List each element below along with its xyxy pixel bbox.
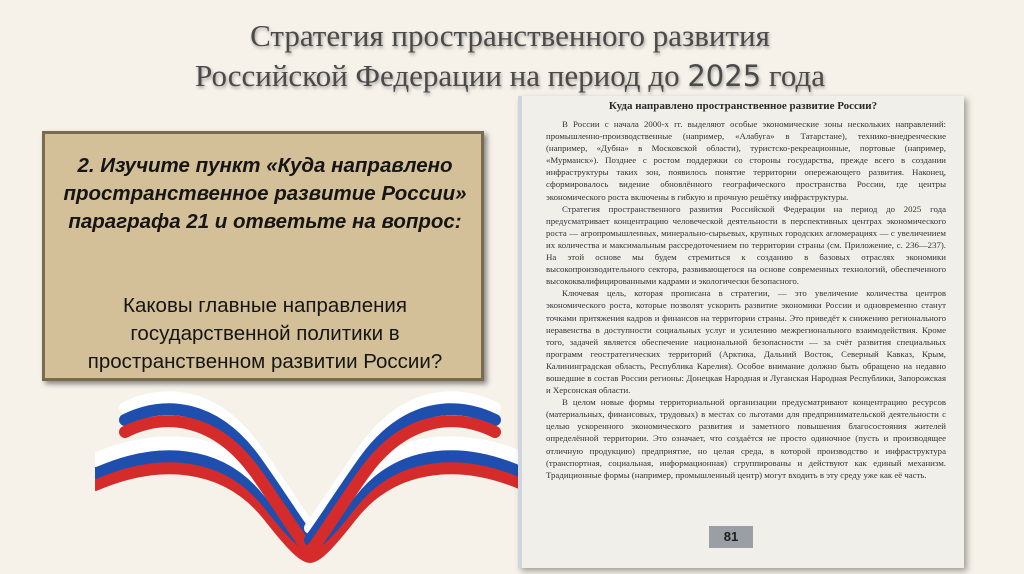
task-card xyxy=(42,131,484,381)
textbook-paragraph: Ключевая цель, которая прописана в стратегии, — это увеличение количества центров экономического роста, которые позволят ускорить развитие экономики России и одновременно станут точками притяжения кадров и финансов на территории страны. Это приведёт к снижению регионального неравенства в доступности социальных услуг и усилению межрегионального взаимодействия. Кроме того, задачей является обеспечение национальной безопасности — за счёт развития специальных программ геостратегических территорий (Арктика, Дальний Восток, Северный Кавказ, Крым, Калининградская область, Республика Карелия). Особое внимание должно быть обращено на недавно вошедшие в состав России регионы: Донецкая Народная и Луганская Народная Республики, Запорожская и Херсонская области. xyxy=(546,288,946,396)
task-question: 2. Изучите пункт «Куда направлено пространственное развитие России» параграфа 21 и ответьте на вопрос: xyxy=(63,154,467,233)
textbook-paragraph: Стратегия пространственного развития Российской Федерации на период до 2025 года предусматривает концентрацию человеческой деятельности в перспективных центрах экономического роста — агропромышленных, минерально-сырьевых, крупных городских агломерациях — с увеличением их количества и максимальным рассредоточением по территории страны (см. Приложение, с. 236—237). На этой основе мы будем стремиться к созданию в базовых отраслях экономики высокопроизводительного сектора, развивающегося на основе современных технологий, обеспеченного высококвалифицированными кадрами и экологически безопасного. xyxy=(546,203,946,287)
textbook-paragraph: В России с начала 2000-х гг. выделяют особые экономические зоны нескольких направлений: промышленно-производственные (например, «Алабуга» в Татарстане), технико-внедренческие (например, «Дубна» в Московской области), туристско-рекреационные, портовые (например, «Мурманск»). Позднее с ростом поддержки со стороны государства, прежде всего в создании инфраструктуры таких зон, появилось понятие территории опережающего развития. Наконец, сформировалось видение обновлённого географического пространства России, где центры экономического роста включены в гибкую и прочную решётку инфраструктуры. xyxy=(546,119,946,202)
title-line-1: Стратегия пространственного развития xyxy=(250,18,770,53)
title-line-2-suffix: года xyxy=(761,58,826,93)
task-prompt: Каковы главные направления государственной политики в пространственном развитии России? xyxy=(87,294,443,373)
title-line-2-prefix: Российской Федерации на период до xyxy=(194,58,688,93)
page-number: 81 xyxy=(709,526,753,548)
textbook-page xyxy=(518,96,964,568)
textbook-paragraph: В целом новые формы территориальной организации предусматривают концентрацию ресурсов (материальных, финансовых, трудовых) в местах со льготами для предпринимательской деятельности с целью ускоренного экономического развития и заметного повышения благосостояния жителей определённой территории. Это означает, что создаётся не просто одиночное (пусть и производящее отличную продукцию) предприятие, но целая среда, в которой производство и инфраструктура (транспортная, социальная, информационная) сгруппированы и действуют как единый механизм. Традиционные формы (например, промышленный центр) могут входить в эту среду уже как её часть. xyxy=(546,397,946,480)
textbook-heading: Куда направлено пространственное развитие России? xyxy=(608,100,878,112)
textbook-body xyxy=(546,118,946,481)
slide-title xyxy=(150,16,870,96)
title-year: 2025 xyxy=(687,59,762,93)
tricolor-heart-ribbon-icon xyxy=(95,388,525,568)
